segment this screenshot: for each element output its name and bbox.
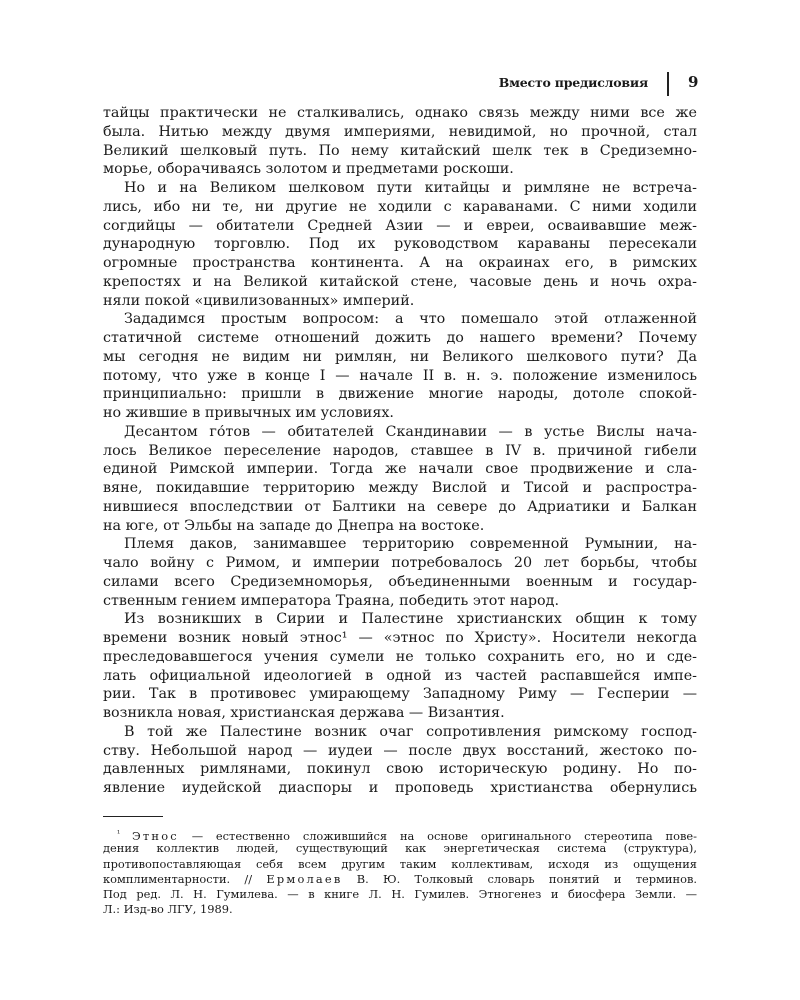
text-line: времени возник новый этнос¹ — «этнос по Христу». Носители некогда xyxy=(103,630,697,646)
text-line: нившиеся впоследствии от Балтики на севере до Адриатики и Балкан xyxy=(103,498,697,515)
running-title: Вместо предисловия xyxy=(498,75,648,90)
text-line: лать официальной идеологией в одной из частей распавшейся импе- xyxy=(103,667,697,684)
text-line: возникла новая, христианская держава — Византия. xyxy=(103,705,505,721)
text-line: вяне, покидавшие территорию между Вислой и Тисой и распростра- xyxy=(103,480,697,496)
text-line: статичной системе отношений дожить до нашего времени? Почему xyxy=(103,330,697,346)
text-line: была. Нитью между двумя империями, невидимой, но прочной, стал xyxy=(103,123,697,140)
text-line: потому, что уже в конце I — начале II в. н. э. положение изменилось xyxy=(103,367,697,384)
footnote-marker: ¹ xyxy=(117,829,132,838)
footnote-text: противопоставляющая себя всем другим таким коллективам, исходя из ощущения xyxy=(103,856,697,871)
text-line: Десантом го́тов — обитателей Скандинавии — в устье Вислы нача- xyxy=(124,423,697,440)
text-line: няли покой «цивилизованных» империй. xyxy=(103,292,415,309)
footnote xyxy=(103,826,697,918)
page-number: 9 xyxy=(688,73,699,91)
text-line: преследовавшегося учения сумели не только сохранить его, но и сде- xyxy=(103,648,697,665)
body-text xyxy=(103,104,697,798)
footnote-line xyxy=(103,872,697,887)
text-line: явление иудейской диаспоры и проповедь христианства обернулись xyxy=(103,780,697,796)
text-line: Но и на Великом шелковом пути китайцы и римляне не встреча- xyxy=(124,180,697,196)
text-line: но жившие в привычных им условиях. xyxy=(103,405,394,421)
paragraph xyxy=(103,179,697,310)
footnote-text: дения коллектив людей, существующий как энергетическая система (структура), xyxy=(103,841,697,856)
footnote-text: комплиментарности. // xyxy=(103,871,267,886)
text-line: лось Великое переселение народов, ставшее в IV в. причиной гибели xyxy=(103,442,697,459)
paragraph xyxy=(103,310,697,423)
paragraph xyxy=(103,535,697,610)
text-line: принципиально: пришли в движение многие народы, дотоле спокой- xyxy=(103,386,697,403)
header-divider xyxy=(667,72,669,96)
text-line: ственным гением императора Траяна, победить этот народ. xyxy=(103,592,559,609)
text-line: давленных римлянами, покинул свою историческую родину. Но по- xyxy=(103,761,697,778)
text-line: огромные пространства континента. А на окраинах его, в римских xyxy=(103,255,697,271)
text-line: Племя даков, занимавшее территорию современной Румынии, на- xyxy=(124,536,697,553)
text-line: единой Римской империи. Тогда же начали свое продвижение и сла- xyxy=(103,461,697,478)
footnote-text: — естественно сложившийся на основе оригинального стереотипа пове- xyxy=(178,829,698,843)
footnote-text: Под ред. Л. Н. Гумилева. — в книге Л. Н. Гумилев. Этногенез и биосфера Земли. — xyxy=(103,887,697,902)
text-line: силами всего Средиземноморья, объединенными военным и государ- xyxy=(103,573,697,590)
footnote-text: Этнос xyxy=(131,829,179,843)
text-line: тайцы практически не сталкивались, однако связь между ними все же xyxy=(103,105,697,121)
footnote-line xyxy=(103,826,697,841)
text-line: Зададимся простым вопросом: а что помешало этой отлаженной xyxy=(124,311,697,328)
footnote-line xyxy=(103,857,697,872)
footnote-line xyxy=(103,887,697,902)
paragraph xyxy=(103,423,697,536)
text-line: согдийцы — обитатели Средней Азии — и евреи, осваивавшие меж- xyxy=(103,217,697,234)
footnote-text: Ермолаев xyxy=(266,871,343,886)
paragraph xyxy=(103,610,697,723)
running-header xyxy=(0,72,800,96)
text-line: дународную торговлю. Под их руководством караваны пересекали xyxy=(103,236,697,253)
footnote-line xyxy=(103,841,697,856)
footnote-text: В. Ю. Толковый словарь понятий и терминов. xyxy=(342,871,697,886)
text-line: мы сегодня не видим ни римлян, ни Великого шелкового пути? Да xyxy=(103,348,697,365)
text-line: морье, оборачиваясь золотом и предметами роскоши. xyxy=(103,161,514,178)
text-line: Из возникших в Сирии и Палестине христианских общин к тому xyxy=(124,611,697,628)
text-line: чало войну с Римом, и империи потребовалось 20 лет борьбы, чтобы xyxy=(103,555,697,571)
paragraph xyxy=(103,723,697,798)
text-line: лись, ибо ни те, ни другие не ходили с караванами. С ними ходили xyxy=(103,198,697,215)
text-line: крепостях и на Великой китайской стене, часовые день и ночь охра- xyxy=(103,273,697,290)
footnote-rule xyxy=(103,816,163,817)
text-line: ству. Небольшой народ — иудеи — после двух восстаний, жестоко по- xyxy=(103,742,697,759)
text-line: Великий шелковый путь. По нему китайский шелк тек в Средиземно- xyxy=(103,142,697,159)
text-line: на юге, от Эльбы на западе до Днепра на востоке. xyxy=(103,517,485,534)
text-line: В той же Палестине возник очаг сопротивления римскому господ- xyxy=(124,723,697,740)
text-line: рии. Так в противовес умирающему Западному Риму — Гесперии — xyxy=(103,686,697,703)
paragraph xyxy=(103,104,697,179)
footnote-line xyxy=(103,902,697,917)
footnote-text: Л.: Изд-во ЛГУ, 1989. xyxy=(103,902,233,917)
